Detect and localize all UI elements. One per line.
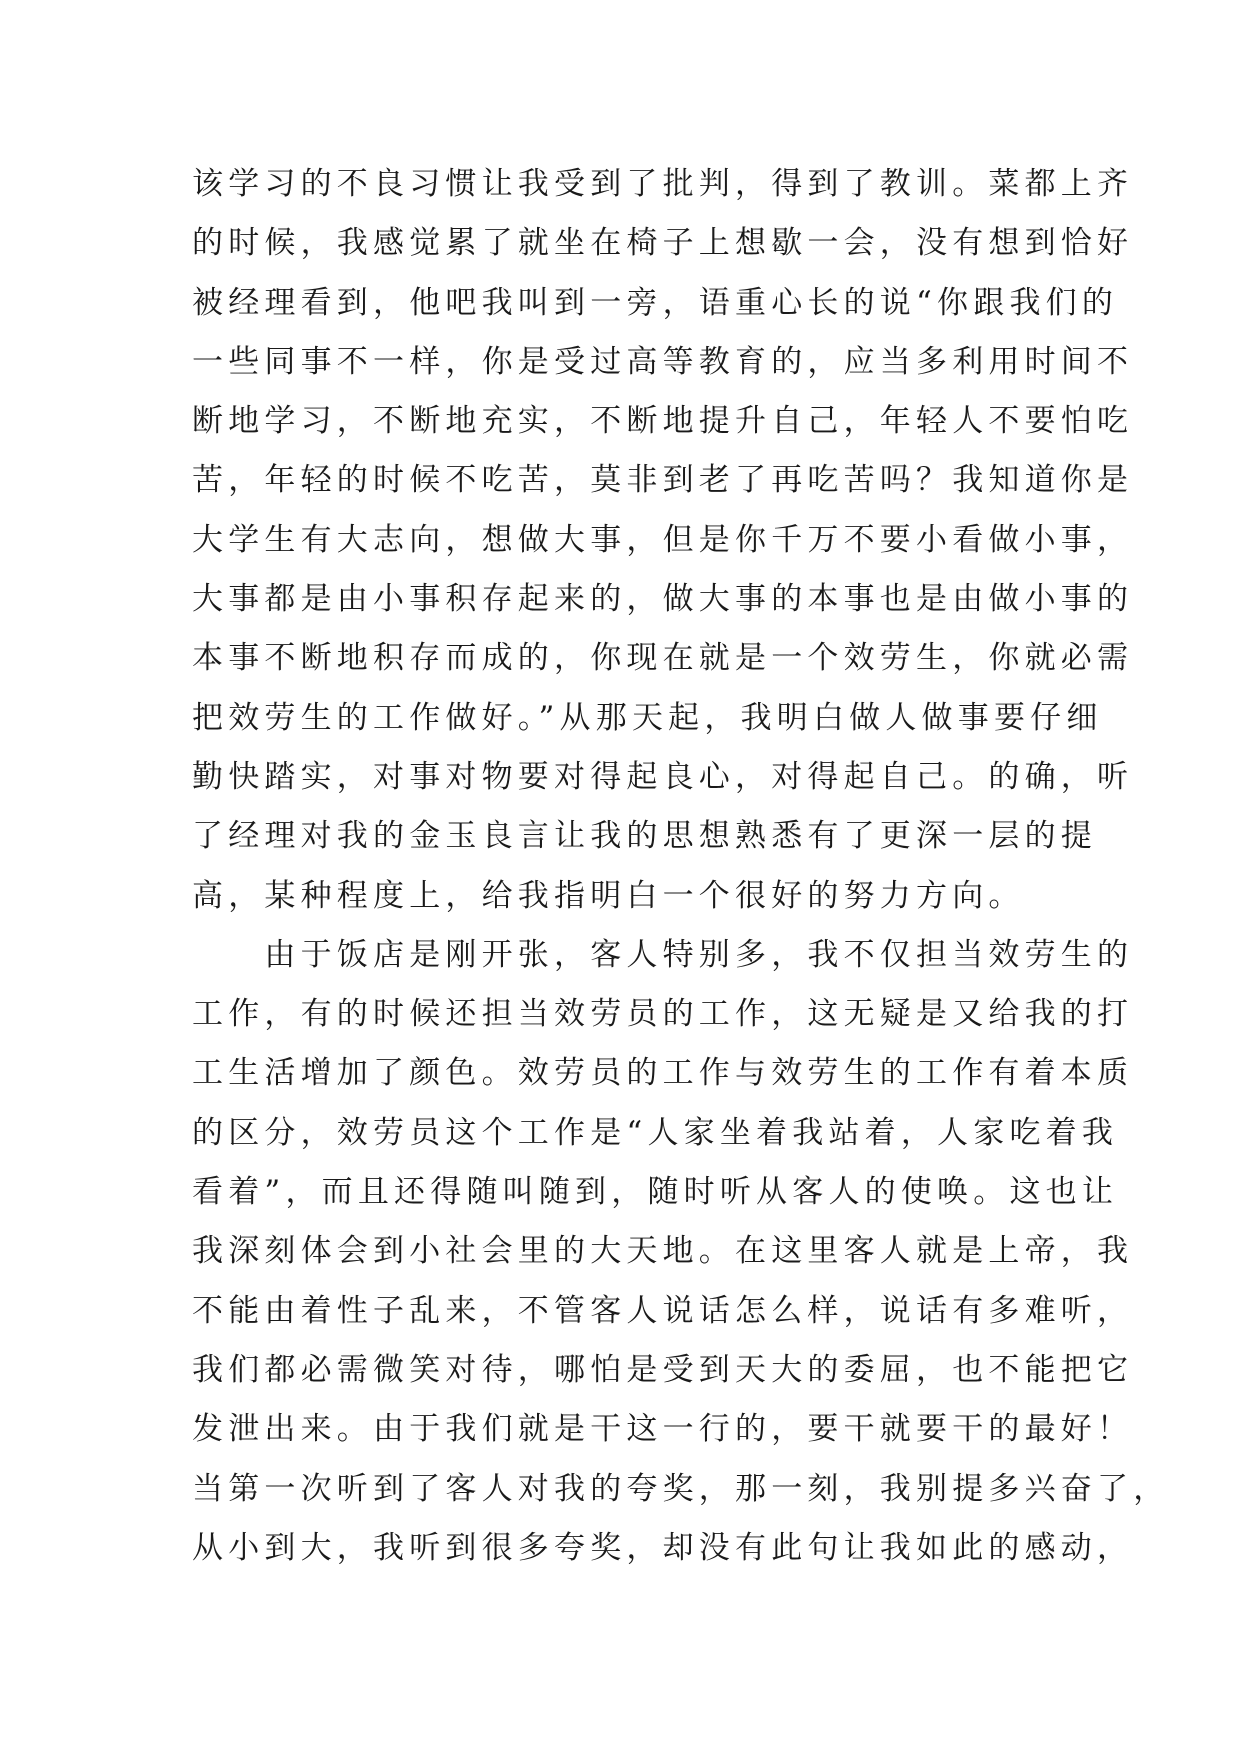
text-line: 的区分，效劳员这个工作是“人家坐着我站着，人家吃着我 <box>192 1114 1119 1151</box>
text-line: 工作，有的时候还担当效劳员的工作，这无疑是又给我的打 <box>192 996 1134 1033</box>
text-line: 该学习的不良习惯让我受到了批判，得到了教训。菜都上齐 <box>192 166 1134 202</box>
text-line: 当第一次听到了客人对我的夸奖，那一刻，我别提多兴奋了， <box>192 1470 1170 1507</box>
text-line: 我们都必需微笑对待，哪怕是受到天大的委屈，也不能把它 <box>192 1351 1134 1388</box>
document-body <box>192 155 1170 1578</box>
text-line: 一些同事不一样，你是受过高等教育的，应当多利用时间不 <box>192 343 1134 380</box>
text-line: 的时候，我感觉累了就坐在椅子上想歇一会，没有想到恰好 <box>192 225 1134 262</box>
text-line: 勤快踏实，对事对物要对得起良心，对得起自己。的确，听 <box>192 758 1134 795</box>
text-line: 不能由着性子乱来，不管客人说话怎么样，说话有多难听， <box>192 1292 1134 1329</box>
text-line: 由于饭店是刚开张，客人特别多，我不仅担当效劳生的 <box>192 936 1134 973</box>
text-line: 断地学习，不断地充实，不断地提升自己，年轻人不要怕吃 <box>192 403 1134 440</box>
text-line: 看着”，而且还得随叫随到，随时听从客人的使唤。这也让 <box>192 1174 1119 1211</box>
text-line: 了经理对我的金玉良言让我的思想熟悉有了更深一层的提 <box>192 818 1097 855</box>
text-line: 高，某种程度上，给我指明白一个很好的努力方向。 <box>192 877 1025 914</box>
text-line: 被经理看到，他吧我叫到一旁，语重心长的说“你跟我们的 <box>192 284 1119 321</box>
text-line: 把效劳生的工作做好。”从那天起，我明白做人做事要仔细 <box>192 699 1103 736</box>
text-line: 大学生有大志向，想做大事，但是你千万不要小看做小事， <box>192 521 1134 558</box>
text-line: 从小到大，我听到很多夸奖，却没有此句让我如此的感动， <box>192 1529 1134 1566</box>
text-line: 发泄出来。由于我们就是干这一行的，要干就要干的最好！ <box>192 1411 1134 1448</box>
text-line: 我深刻体会到小社会里的大天地。在这里客人就是上帝，我 <box>192 1233 1134 1270</box>
text-line: 本事不断地积存而成的，你现在就是一个效劳生，你就必需 <box>192 640 1134 677</box>
text-line: 苦，年轻的时候不吃苦，莫非到老了再吃苦吗？我知道你是 <box>192 462 1134 499</box>
text-line: 大事都是由小事积存起来的，做大事的本事也是由做小事的 <box>192 581 1134 618</box>
text-line: 工生活增加了颜色。效劳员的工作与效劳生的工作有着本质 <box>192 1055 1134 1092</box>
